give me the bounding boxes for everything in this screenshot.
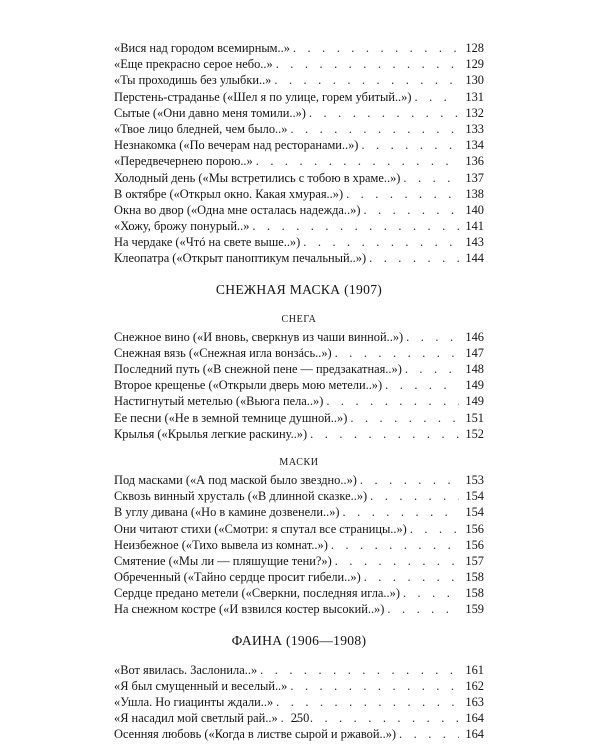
toc-entry-title: В октябре («Открыл окно. Какая хмурая..») (114, 186, 344, 201)
toc-entry (114, 89, 484, 105)
dot-leader (276, 694, 459, 710)
toc-entry-title: На чердаке («Чтó на свете выше..») (114, 235, 301, 250)
toc-entry-page: 153 (465, 472, 484, 487)
toc-entry (114, 726, 484, 742)
dot-leader (290, 678, 459, 694)
toc-entry-page: 158 (465, 570, 484, 585)
toc-entry-title: Снежная вязь («Снежная игла вонзáсь..») (114, 345, 332, 360)
toc-entry-page: 154 (465, 505, 484, 520)
dot-leader (370, 488, 459, 504)
toc-entry (114, 40, 484, 56)
dot-leader (343, 504, 459, 520)
dot-leader (360, 472, 459, 488)
toc-entry-title: Холодный день («Мы встретились с тобою в храме..») (114, 170, 401, 185)
toc-entry-page: 147 (465, 345, 484, 360)
toc-entry-title: Сытые («Они давно меня томили..») (114, 105, 306, 120)
toc-entry-title: Клеопатра («Открыт паноптикум печальный..») (114, 251, 367, 266)
toc-entry (114, 345, 484, 361)
toc-group-faina (114, 662, 484, 743)
toc-entry (114, 329, 484, 345)
toc-entry-title: Ее песни («Не в земной темнице душной..») (114, 410, 348, 425)
toc-entry (114, 377, 484, 393)
toc-entry-page: 154 (465, 489, 484, 504)
toc-entry-title: Окна во двор («Одна мне осталась надежда..») (114, 202, 361, 217)
toc-entry-page: 164 (465, 727, 484, 742)
toc-entry-title: Перстень-страданье («Шел я по улице, горем убитый..») (114, 89, 412, 104)
toc-entry-page: 134 (465, 138, 484, 153)
toc-entry-page: 156 (465, 521, 484, 536)
section-heading-snow-mask: СНЕЖНАЯ МАСКА (1907) (215, 281, 383, 297)
toc-entry (114, 56, 484, 72)
subsection-heading-maski: МАСКИ (279, 456, 319, 468)
dot-leader (363, 202, 459, 218)
toc-entry-page: 141 (465, 219, 484, 234)
dot-leader (331, 537, 459, 553)
toc-entry (114, 537, 484, 553)
toc-entry-title: Второе крещенье («Открыли дверь мою метели..») (114, 378, 383, 393)
dot-leader (350, 410, 459, 426)
table-of-contents (114, 40, 484, 743)
dot-leader (326, 393, 459, 409)
dot-leader (260, 662, 459, 678)
toc-entry-title: «Вися над городом всемирным..» (114, 41, 290, 55)
dot-leader (310, 426, 459, 442)
toc-entry-title: Осенняя любовь («Когда в листве сырой и ржавой..») (114, 727, 397, 742)
toc-entry-title: Они читают стихи («Смотри: я спутал все страницы..») (114, 521, 407, 536)
toc-entry-page: 143 (465, 235, 484, 250)
toc-entry-page: 133 (465, 121, 484, 136)
toc-entry-title: «Я был смущенный и веселый..» (114, 678, 288, 693)
toc-entry-title: «Хожу, брожу понурый..» (114, 219, 250, 234)
toc-entry (114, 137, 484, 153)
toc-entry-page: 131 (465, 89, 484, 104)
toc-group-preceding (114, 40, 484, 267)
toc-entry (114, 250, 484, 266)
dot-leader (303, 234, 459, 250)
toc-entry-page: 149 (465, 394, 484, 409)
toc-entry-title: «Ты проходишь без улыбки..» (114, 73, 272, 88)
dot-leader (293, 40, 459, 56)
toc-entry (114, 426, 484, 442)
toc-group-maski (114, 472, 484, 618)
toc-entry-title: «Ушла. Но гиацинты ждали..» (114, 695, 274, 709)
toc-entry (114, 601, 484, 617)
toc-entry (114, 218, 484, 234)
toc-entry (114, 694, 484, 710)
dot-leader (403, 170, 459, 186)
dot-leader (364, 569, 459, 585)
toc-entry-title: Настигнутый метелью («Вьюга пела..») (114, 394, 324, 409)
dot-leader (399, 726, 459, 742)
toc-entry (114, 521, 484, 537)
toc-group-snega (114, 329, 484, 442)
toc-entry-page: 132 (465, 105, 484, 120)
toc-entry (114, 472, 484, 488)
toc-entry-page: 138 (465, 186, 484, 201)
toc-entry-title: «Еще прекрасно серое небо..» (114, 57, 273, 72)
toc-entry-title: «Твое лицо бледней, чем было..» (114, 121, 288, 136)
toc-entry (114, 361, 484, 377)
section-heading-faina: ФАИНА (1906—1908) (231, 632, 367, 648)
toc-entry (114, 569, 484, 585)
toc-entry-page: 161 (465, 662, 484, 677)
toc-entry-page: 136 (465, 154, 484, 169)
toc-entry-page: 164 (465, 711, 484, 726)
toc-entry (114, 678, 484, 694)
toc-entry-page: 137 (465, 170, 484, 185)
dot-leader (414, 89, 459, 105)
dot-leader (309, 105, 459, 121)
dot-leader (252, 218, 459, 234)
toc-entry-title: Под масками («А под маской было звездно..») (114, 472, 357, 487)
toc-entry (114, 553, 484, 569)
toc-entry-title: «Вот явилась. Заслонила..» (114, 662, 258, 677)
toc-entry-page: 156 (465, 537, 484, 552)
toc-entry-page: 159 (465, 602, 484, 617)
dot-leader (410, 521, 459, 537)
toc-entry-title: Крылья («Крылья легкие раскину..») (114, 426, 308, 441)
dot-leader (346, 186, 459, 202)
dot-leader (403, 585, 459, 601)
toc-entry-title: Смятение («Мы ли — пляшущие тени?») (114, 553, 332, 568)
dot-leader (387, 601, 459, 617)
dot-leader (406, 329, 459, 345)
toc-entry (114, 202, 484, 218)
toc-entry (114, 72, 484, 88)
toc-entry-title: Последний путь («В снежной пене — предзакатная..») (114, 362, 402, 376)
toc-entry (114, 121, 484, 137)
dot-leader (335, 553, 459, 569)
toc-entry-title: Сердце предано метели («Сверкни, последняя игла..») (114, 586, 400, 601)
toc-entry-title: На снежном костре («И взвился костер высокий..») (114, 602, 385, 617)
toc-entry-title: «Я насадил мой светлый рай..» (114, 711, 278, 726)
dot-leader (369, 250, 459, 266)
toc-entry-title: Сквозь винный хрусталь («В длинной сказке..») (114, 489, 368, 504)
toc-entry-page: 146 (465, 329, 484, 344)
dot-leader (276, 56, 459, 72)
toc-entry (114, 410, 484, 426)
dot-leader (256, 153, 459, 169)
toc-entry-page: 128 (465, 41, 484, 55)
toc-entry (114, 105, 484, 121)
toc-entry-page: 144 (465, 251, 484, 266)
toc-entry-title: «Передвечернею порою..» (114, 154, 253, 169)
dot-leader (290, 121, 459, 137)
toc-entry-title: Обреченный («Тайно сердце просит гибели..») (114, 570, 361, 585)
toc-entry (114, 170, 484, 186)
toc-entry-title: В углу дивана («Но в камине дозвенели..») (114, 505, 340, 520)
toc-entry-page: 140 (465, 202, 484, 217)
toc-entry (114, 153, 484, 169)
toc-entry (114, 662, 484, 678)
toc-entry-page: 130 (465, 73, 484, 88)
toc-entry (114, 504, 484, 520)
toc-entry (114, 585, 484, 601)
dot-leader (385, 377, 459, 393)
subsection-heading-snega: СНЕГА (281, 313, 317, 325)
toc-entry-page: 129 (465, 57, 484, 72)
toc-entry-page: 163 (465, 695, 484, 709)
dot-leader (405, 361, 459, 377)
toc-entry-title: Незнакомка («По вечерам над ресторанами..») (114, 138, 359, 153)
toc-entry-page: 157 (465, 553, 484, 568)
toc-entry-title: Снежное вино («И вновь, сверкнув из чаши винной..») (114, 329, 404, 344)
dot-leader (361, 137, 459, 153)
toc-entry-page: 148 (465, 362, 484, 376)
dot-leader (274, 72, 459, 88)
toc-entry (114, 488, 484, 504)
page-number: 250 (290, 711, 310, 725)
toc-entry-page: 151 (465, 410, 484, 425)
toc-entry (114, 393, 484, 409)
dot-leader (335, 345, 459, 361)
toc-entry-title: Неизбежное («Тихо вывела из комнат..») (114, 537, 328, 552)
toc-entry-page: 152 (465, 426, 484, 441)
toc-entry (114, 186, 484, 202)
toc-entry-page: 162 (465, 678, 484, 693)
toc-entry-page: 149 (465, 378, 484, 393)
toc-entry-page: 158 (465, 586, 484, 601)
toc-entry (114, 234, 484, 250)
